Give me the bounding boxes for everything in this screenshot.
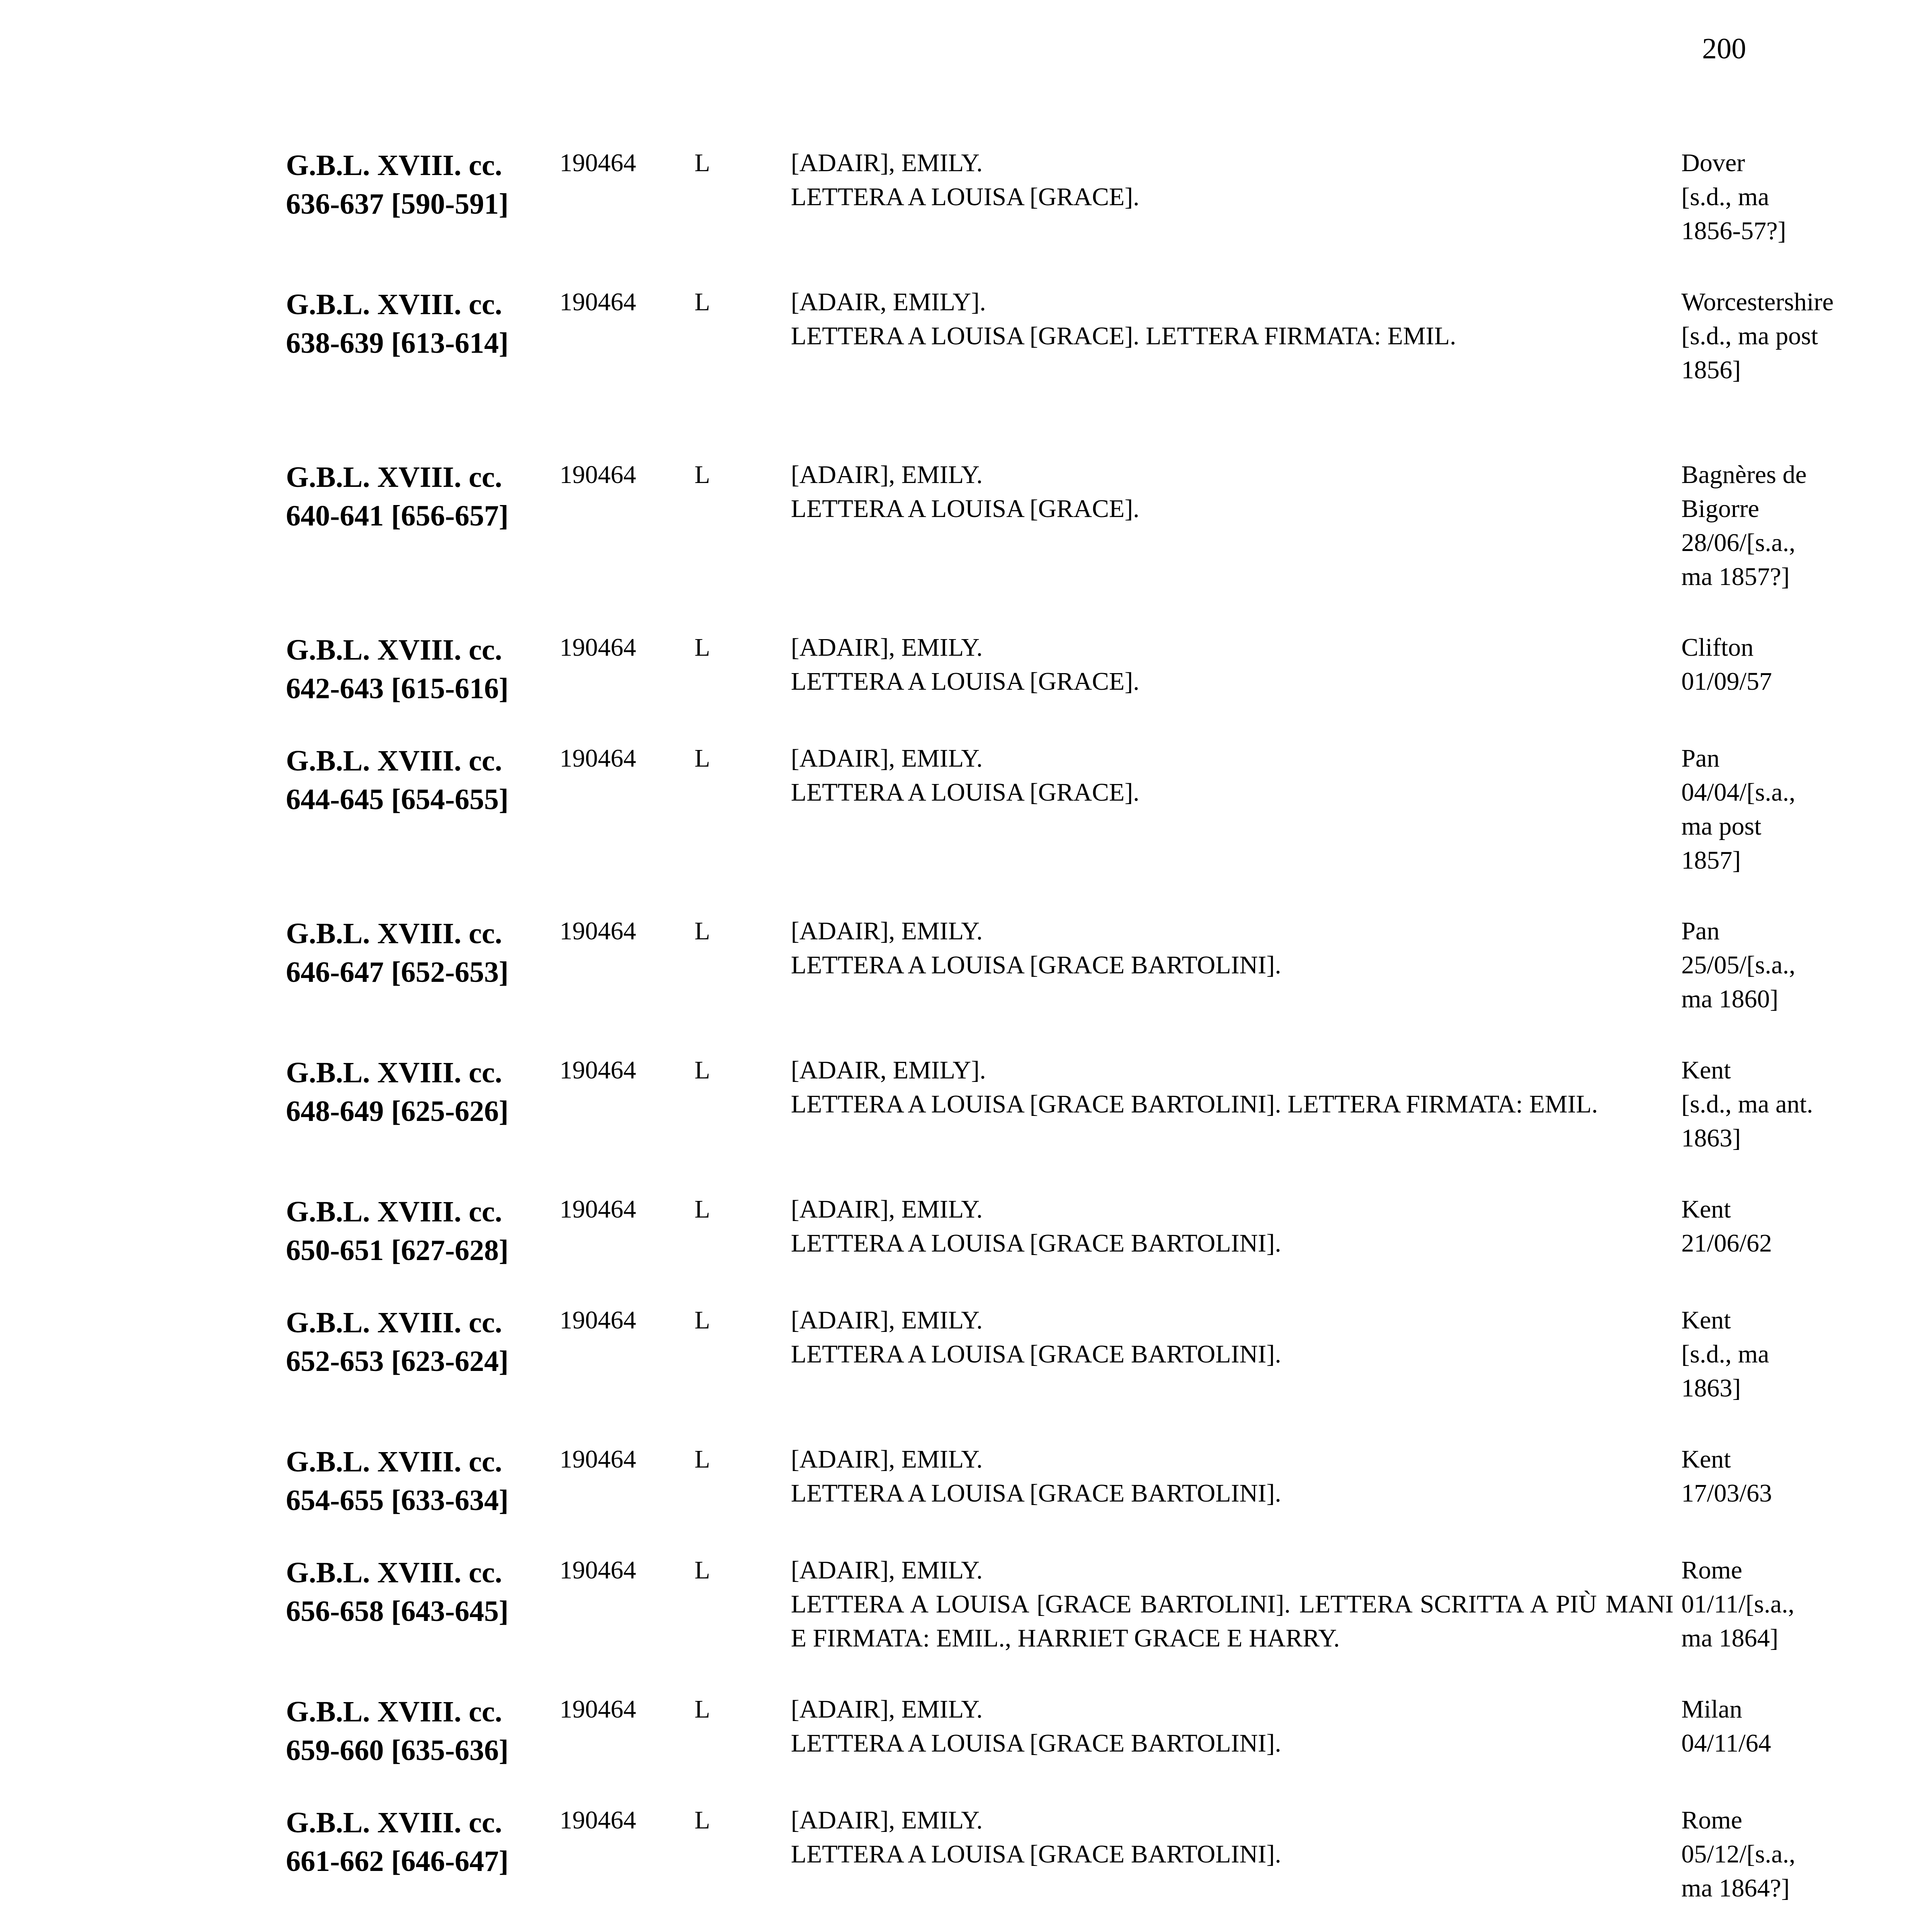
- document-type: L: [694, 149, 710, 177]
- description: [791, 1442, 1673, 1510]
- place-date-line: Pan: [1681, 917, 1720, 945]
- shelfmark: [286, 1553, 560, 1631]
- shelfmark-line: G.B.L. XVIII. cc.: [286, 634, 502, 666]
- place-date-line: ma 1860]: [1681, 985, 1779, 1013]
- place-date-line: Bagnères de: [1681, 461, 1807, 489]
- shelfmark-line: G.B.L. XVIII. cc.: [286, 1306, 502, 1339]
- shelfmark-line: 661-662 [646-647]: [286, 1845, 509, 1878]
- place-date: [1673, 631, 1874, 699]
- description: [791, 285, 1673, 353]
- place-date: [1673, 1803, 1874, 1905]
- catalog-entry: [286, 1692, 1874, 1803]
- place-date-line: Dover: [1681, 149, 1745, 177]
- description-line: LETTERA A LOUISA [GRACE].: [791, 778, 1139, 806]
- inventory-number: 190464: [560, 744, 636, 772]
- inventory-number: 190464: [560, 1306, 636, 1334]
- inventory-number: 190464: [560, 1556, 636, 1584]
- place-date: [1673, 1553, 1874, 1655]
- inventory-number: 190464: [560, 1806, 636, 1834]
- document-type: L: [694, 288, 710, 316]
- catalog-entry: [286, 285, 1874, 458]
- inventory-number: 190464: [560, 917, 636, 945]
- shelfmark-line: 650-651 [627-628]: [286, 1234, 509, 1267]
- place-date-line: 1863]: [1681, 1124, 1741, 1152]
- description: [791, 1192, 1673, 1260]
- shelfmark: [286, 1442, 560, 1520]
- place-date: [1673, 1442, 1874, 1510]
- place-date-line: Bigorre: [1681, 495, 1759, 523]
- description-line: LETTERA A LOUISA [GRACE].: [791, 495, 1139, 523]
- description-line: [ADAIR], EMILY.: [791, 1695, 983, 1723]
- inventory-number: 190464: [560, 1445, 636, 1473]
- place-date-line: 28/06/[s.a.,: [1681, 529, 1796, 557]
- description-line: LETTERA A LOUISA [GRACE BARTOLINI].: [791, 1340, 1281, 1368]
- place-date-line: 04/04/[s.a.,: [1681, 778, 1796, 806]
- catalog-entry: [286, 742, 1874, 914]
- description-line: [ADAIR], EMILY.: [791, 1445, 983, 1473]
- place-date-line: Rome: [1681, 1556, 1742, 1584]
- description-line: [ADAIR], EMILY.: [791, 1806, 983, 1834]
- place-date-line: Kent: [1681, 1056, 1731, 1084]
- catalog-entry: [286, 1803, 1874, 1932]
- place-date-line: 04/11/64: [1681, 1729, 1771, 1757]
- place-date-line: 1863]: [1681, 1374, 1741, 1402]
- shelfmark-line: 638-639 [613-614]: [286, 327, 509, 359]
- description: [791, 742, 1673, 810]
- place-date: [1673, 1692, 1874, 1760]
- shelfmark-line: 659-660 [635-636]: [286, 1734, 509, 1767]
- place-date-line: ma 1864]: [1681, 1624, 1779, 1652]
- shelfmark: [286, 631, 560, 708]
- description: [791, 631, 1673, 699]
- shelfmark-line: G.B.L. XVIII. cc.: [286, 1806, 502, 1839]
- shelfmark-line: G.B.L. XVIII. cc.: [286, 917, 502, 950]
- shelfmark: [286, 1303, 560, 1381]
- description-line: [ADAIR], EMILY.: [791, 1556, 983, 1584]
- document-type: L: [694, 633, 710, 662]
- document-type: L: [694, 1806, 710, 1834]
- place-date: [1673, 914, 1874, 1016]
- shelfmark: [286, 914, 560, 992]
- inventory-number: 190464: [560, 1056, 636, 1084]
- place-date-line: 21/06/62: [1681, 1229, 1772, 1257]
- document-type: L: [694, 1306, 710, 1334]
- description: [791, 146, 1673, 214]
- shelfmark-line: 636-637 [590-591]: [286, 188, 509, 220]
- shelfmark-line: 640-641 [656-657]: [286, 500, 509, 532]
- description-line: [ADAIR], EMILY.: [791, 1195, 983, 1223]
- shelfmark-line: G.B.L. XVIII. cc.: [286, 149, 502, 182]
- document-type: L: [694, 1056, 710, 1084]
- place-date-line: Worcestershire: [1681, 288, 1834, 316]
- page-number: 200: [1702, 32, 1746, 65]
- catalog-entry: [286, 1053, 1874, 1192]
- shelfmark-line: G.B.L. XVIII. cc.: [286, 1196, 502, 1228]
- description-line: LETTERA A LOUISA [GRACE].: [791, 183, 1139, 211]
- place-date-line: Milan: [1681, 1695, 1742, 1723]
- shelfmark-line: G.B.L. XVIII. cc.: [286, 745, 502, 777]
- document-type: L: [694, 1445, 710, 1473]
- shelfmark: [286, 285, 560, 362]
- description-line: [ADAIR], EMILY.: [791, 461, 983, 489]
- shelfmark-line: G.B.L. XVIII. cc.: [286, 288, 502, 321]
- place-date: [1673, 285, 1874, 387]
- place-date-line: 1856-57?]: [1681, 217, 1786, 245]
- description: [791, 1053, 1673, 1121]
- inventory-number: 190464: [560, 633, 636, 662]
- place-date: [1673, 1192, 1874, 1260]
- shelfmark: [286, 146, 560, 223]
- catalog-entry: [286, 914, 1874, 1053]
- description: [791, 914, 1673, 982]
- place-date-line: [s.d., ma ant.: [1681, 1090, 1813, 1118]
- place-date-line: 01/11/[s.a.,: [1681, 1590, 1794, 1618]
- description-line: [ADAIR], EMILY.: [791, 633, 983, 662]
- description: [791, 1692, 1673, 1760]
- place-date-line: [s.d., ma: [1681, 183, 1769, 211]
- shelfmark-line: G.B.L. XVIII. cc.: [286, 1696, 502, 1728]
- description-line: [ADAIR], EMILY.: [791, 1306, 983, 1334]
- description: [791, 1553, 1673, 1655]
- place-date: [1673, 742, 1874, 878]
- shelfmark: [286, 1803, 560, 1881]
- shelfmark: [286, 742, 560, 819]
- place-date-line: Kent: [1681, 1445, 1731, 1473]
- inventory-number: 190464: [560, 1195, 636, 1223]
- description: [791, 1303, 1673, 1371]
- place-date: [1673, 458, 1874, 594]
- place-date-line: Kent: [1681, 1306, 1731, 1334]
- place-date: [1673, 146, 1874, 248]
- shelfmark-line: 656-658 [643-645]: [286, 1595, 509, 1628]
- description: [791, 458, 1673, 526]
- place-date-line: 05/12/[s.a.,: [1681, 1840, 1796, 1868]
- description-line: LETTERA A LOUISA [GRACE BARTOLINI]. LETTERA FIRMATA: EMIL.: [791, 1090, 1598, 1118]
- description-line: LETTERA A LOUISA [GRACE BARTOLINI].: [791, 1229, 1281, 1257]
- shelfmark-line: G.B.L. XVIII. cc.: [286, 1056, 502, 1089]
- description-line: [ADAIR], EMILY.: [791, 917, 983, 945]
- place-date-line: Rome: [1681, 1806, 1742, 1834]
- place-date-line: ma 1864?]: [1681, 1874, 1790, 1902]
- shelfmark: [286, 1692, 560, 1770]
- place-date-line: 25/05/[s.a.,: [1681, 951, 1796, 979]
- shelfmark-line: G.B.L. XVIII. cc.: [286, 1446, 502, 1478]
- catalog-entry: [286, 1303, 1874, 1442]
- catalog-list: [286, 146, 1874, 1932]
- shelfmark: [286, 1053, 560, 1131]
- place-date-line: ma post: [1681, 812, 1762, 840]
- catalog-entry: [286, 458, 1874, 631]
- place-date-line: 17/03/63: [1681, 1479, 1772, 1507]
- shelfmark-line: 646-647 [652-653]: [286, 956, 509, 988]
- place-date-line: ma 1857?]: [1681, 563, 1790, 591]
- shelfmark-line: 642-643 [615-616]: [286, 672, 509, 705]
- description-line: [ADAIR, EMILY].: [791, 1056, 986, 1084]
- description-line: [ADAIR, EMILY].: [791, 288, 986, 316]
- document-type: L: [694, 1195, 710, 1223]
- place-date-line: Clifton: [1681, 633, 1754, 662]
- inventory-number: 190464: [560, 288, 636, 316]
- catalog-entry: [286, 1553, 1874, 1692]
- inventory-number: 190464: [560, 1695, 636, 1723]
- place-date: [1673, 1303, 1874, 1405]
- place-date-line: Kent: [1681, 1195, 1731, 1223]
- document-type: L: [694, 461, 710, 489]
- inventory-number: 190464: [560, 149, 636, 177]
- place-date-line: 01/09/57: [1681, 667, 1772, 696]
- description-line: LETTERA A LOUISA [GRACE BARTOLINI].: [791, 1840, 1281, 1868]
- place-date-line: 1856]: [1681, 356, 1741, 384]
- place-date-line: 1857]: [1681, 846, 1741, 874]
- shelfmark: [286, 458, 560, 535]
- shelfmark-line: G.B.L. XVIII. cc.: [286, 1556, 502, 1589]
- document-type: L: [694, 744, 710, 772]
- document-type: L: [694, 1556, 710, 1584]
- shelfmark-line: G.B.L. XVIII. cc.: [286, 461, 502, 493]
- place-date-line: Pan: [1681, 744, 1720, 772]
- description-line: LETTERA A LOUISA [GRACE BARTOLINI].: [791, 1479, 1281, 1507]
- shelfmark: [286, 1192, 560, 1270]
- catalog-entry: [286, 1192, 1874, 1303]
- place-date-line: [s.d., ma: [1681, 1340, 1769, 1368]
- description-line: [ADAIR], EMILY.: [791, 149, 983, 177]
- inventory-number: 190464: [560, 461, 636, 489]
- catalog-entry: [286, 146, 1874, 285]
- description: [791, 1803, 1673, 1871]
- place-date: [1673, 1053, 1874, 1155]
- description-line: LETTERA A LOUISA [GRACE BARTOLINI].: [791, 951, 1281, 979]
- shelfmark-line: 652-653 [623-624]: [286, 1345, 509, 1378]
- description-line: LETTERA A LOUISA [GRACE BARTOLINI]. LETTERA SCRITTA A PIÙ MANI E FIRMATA: EMIL., HARRIET GRACE E HARRY.: [791, 1590, 1674, 1652]
- catalog-entry: [286, 1442, 1874, 1553]
- catalog-entry: [286, 631, 1874, 742]
- shelfmark-line: 648-649 [625-626]: [286, 1095, 509, 1128]
- shelfmark-line: 644-645 [654-655]: [286, 783, 509, 816]
- description-line: LETTERA A LOUISA [GRACE].: [791, 667, 1139, 696]
- description-line: LETTERA A LOUISA [GRACE BARTOLINI].: [791, 1729, 1281, 1757]
- document-type: L: [694, 1695, 710, 1723]
- description-line: LETTERA A LOUISA [GRACE]. LETTERA FIRMATA: EMIL.: [791, 322, 1456, 350]
- document-type: L: [694, 917, 710, 945]
- shelfmark-line: 654-655 [633-634]: [286, 1484, 509, 1517]
- description-line: [ADAIR], EMILY.: [791, 744, 983, 772]
- place-date-line: [s.d., ma post: [1681, 322, 1818, 350]
